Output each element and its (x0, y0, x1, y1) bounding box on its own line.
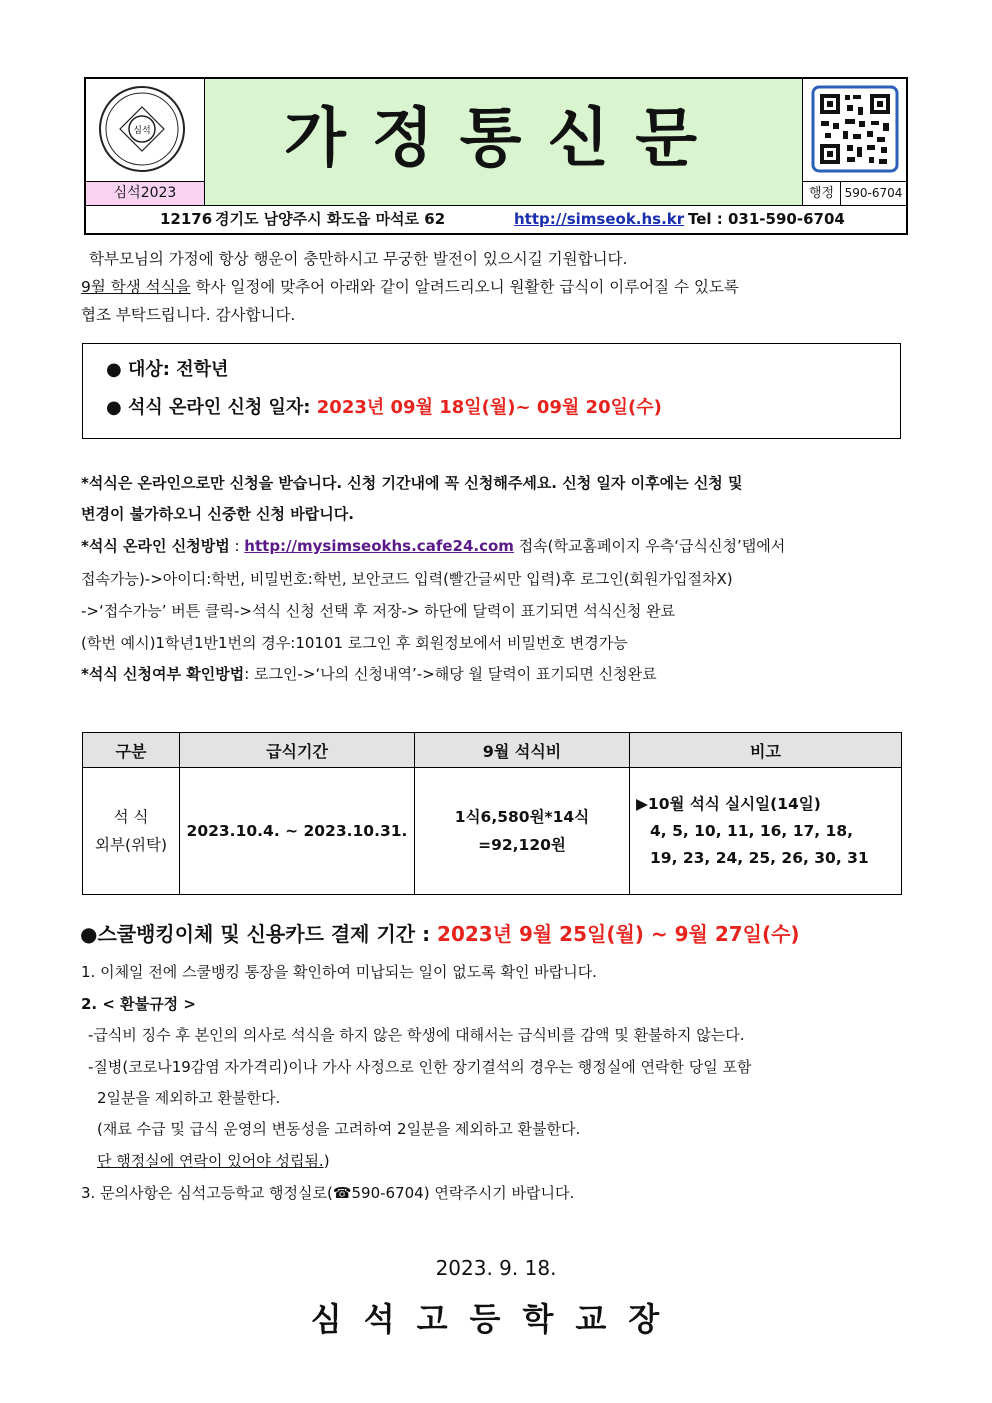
method-rest: 접속(학교홈페이지 우측‘급식신청’탭에서 (513, 537, 786, 555)
method-sep: : (229, 537, 245, 555)
note-line-3: 19, 23, 24, 25, 26, 30, 31 (650, 848, 869, 867)
refund-rule-a: -급식비 징수 후 본인의 의사로 석식을 하지 않은 학생에 대해서는 급식비를 감액 및 환불하지 않는다. (88, 1026, 745, 1044)
confirm-label: *석식 신청여부 확인방법 (81, 665, 245, 683)
website-link[interactable]: http://simseok.hs.kr (514, 210, 685, 228)
type-line-1: 석 식 (113, 808, 149, 826)
payment-heading (80, 918, 800, 947)
fee-line-2: =92,120원 (478, 836, 566, 854)
table-cell-notes (630, 768, 902, 895)
cafe-link[interactable]: http://mysimseokhs.cafe24.com (244, 537, 514, 555)
school-logo (84, 77, 205, 183)
refund-rule-b1: -질병(코로나19감염 자가격리)이나 가사 사정으로 인한 장기결석의 경우는 행정실에 연락한 당일 포함 (88, 1058, 752, 1076)
apply-line (106, 393, 662, 419)
method-line-3: ->‘접수가능’ 버튼 클릭->석식 신청 선택 후 저장-> 하단에 달력이 표기되면 석식신청 완료 (81, 602, 676, 620)
principal-signature: 심석고등학교장 (310, 1300, 682, 1338)
table-header: 9월 석식비 (415, 733, 630, 768)
postal-code: 12176 (160, 210, 213, 228)
bullet-icon: ● (106, 397, 122, 418)
address-bar (86, 205, 906, 233)
target-line (106, 355, 228, 381)
payment-item-3: 3. 문의사항은 심석고등학교 행정실로(☎590-6704) 연락주시기 바랍니다. (81, 1184, 575, 1202)
fee-line-1: 1식6,580원*14식 (454, 808, 590, 826)
dept-label: 행정 (803, 181, 841, 205)
page-title: 가정통신문 (205, 79, 803, 205)
target-label: 대상: 전학년 (128, 359, 229, 380)
intro-line-3: 협조 부탁드립니다. 감사합니다. (81, 306, 296, 324)
apply-label: 석식 온라인 신청 일자: (128, 397, 317, 418)
intro-line-2-rest: 학사 일정에 맞추어 아래와 같이 알려드리오니 원활한 급식이 이루어질 수 있도록 (190, 278, 739, 296)
intro-line-2 (81, 275, 739, 297)
table-row (83, 768, 902, 895)
method-line-4: (학번 예시)1학년1반1번의 경우:10101 로그인 후 회원정보에서 비밀번호 변경가능 (81, 634, 628, 652)
meal-table (82, 732, 902, 895)
qr-code-icon[interactable] (803, 79, 906, 181)
table-cell-fee (415, 768, 630, 895)
telephone: Tel : 031-590-6704 (688, 210, 845, 228)
payment-item-1: 1. 이체일 전에 스쿨뱅킹 통장을 확인하여 미납되는 일이 없도록 확인 바랍니다. (81, 963, 597, 981)
document-code: 심석2023 (86, 181, 205, 205)
payment-dates: 2023년 9월 25일(월) ~ 9월 27일(수) (437, 922, 800, 946)
document-date: 2023. 9. 18. (435, 1256, 557, 1280)
refund-rule-c2 (97, 1150, 330, 1171)
intro-underlined: 9월 학생 석식을 (81, 278, 191, 296)
table-header: 급식기간 (180, 733, 415, 768)
table-cell-type (83, 768, 180, 895)
table-cell-period: 2023.10.4. ~ 2023.10.31. (180, 768, 415, 895)
method-line-2: 접속가능)->아이디:학번, 비밀번호:학번, 보안코드 입력(빨간글씨만 입력)후 로그인(회원가입절차X) (81, 570, 733, 588)
dept-tel: 590-6704 (841, 181, 906, 205)
note-line-2: 4, 5, 10, 11, 16, 17, 18, (650, 821, 854, 840)
confirm-rest: : 로그인->‘나의 신청내역’->해당 월 달력이 표기되면 신청완료 (244, 665, 657, 683)
payment-item-2: 2. < 환불규정 > (81, 995, 196, 1013)
payment-label: ●스쿨뱅킹이체 및 신용카드 결제 기간 : (80, 922, 438, 946)
table-header: 비고 (630, 733, 902, 768)
notice-line-2: 변경이 불가하오니 신중한 신청 바랍니다. (81, 505, 354, 523)
table-header-row (83, 733, 902, 768)
intro-line-1: 학부모님의 가정에 항상 행운이 충만하시고 무궁한 발전이 있으시길 기원합니다. (89, 250, 628, 268)
address: 경기도 남양주시 화도읍 마석로 62 (215, 210, 446, 228)
table-header: 구분 (83, 733, 180, 768)
refund-rule-c1: (재료 수급 및 급식 운영의 변동성을 고려하여 2일분을 제외하고 환불한다. (97, 1120, 581, 1138)
confirm-line (81, 663, 657, 684)
bullet-icon: ● (106, 359, 122, 380)
type-line-2: 외부(위탁) (95, 836, 167, 854)
apply-dates: 2023년 09월 18일(월)~ 09월 20일(수) (316, 397, 662, 418)
svg-text:심석: 심석 (133, 126, 151, 136)
refund-rule-c2-underlined: 단 행정실에 연락이 있어야 성립됨. (97, 1152, 324, 1170)
note-line-1: ▶10월 석식 실시일(14일) (636, 794, 821, 813)
refund-rule-c2-end: ) (323, 1152, 330, 1170)
refund-rule-b2: 2일분을 제외하고 환불한다. (97, 1089, 281, 1107)
notice-line-1: *석식은 온라인으로만 신청을 받습니다. 신청 기간내에 꼭 신청해주세요. 신청 일자 이후에는 신청 및 (81, 474, 743, 492)
method-line-1 (81, 535, 785, 556)
method-label: *석식 온라인 신청방법 (81, 537, 230, 555)
